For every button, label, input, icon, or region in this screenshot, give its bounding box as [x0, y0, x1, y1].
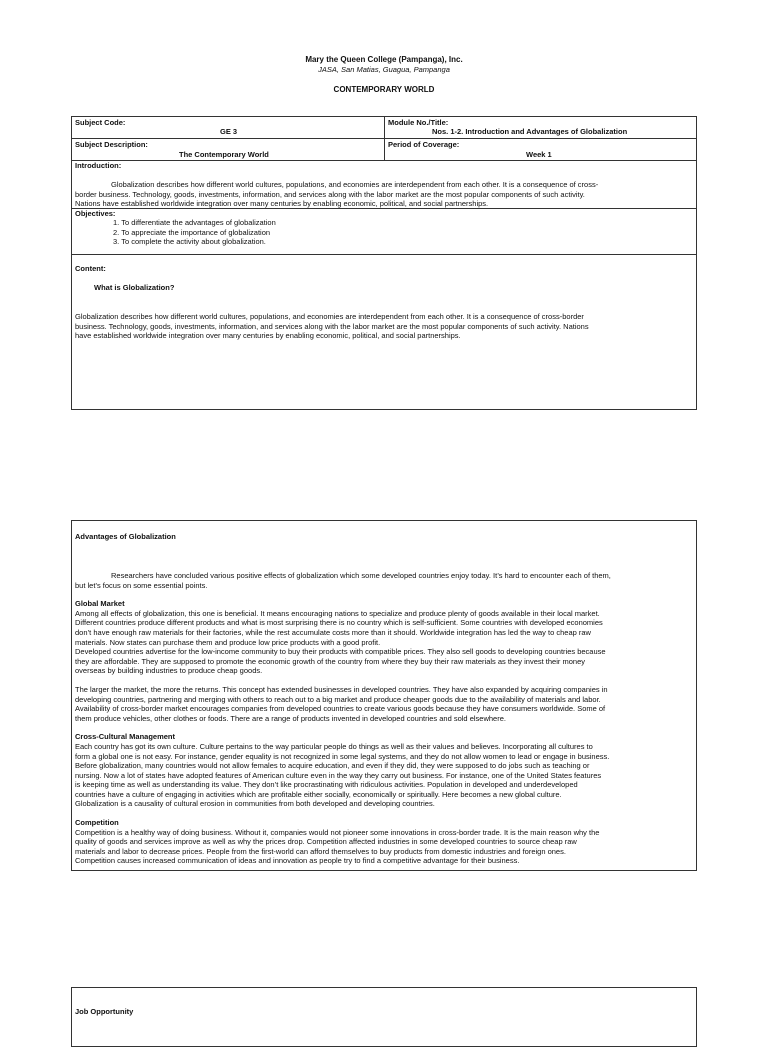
content-text: Globalization describes how different world cultures, populations, and economies are interdependent from each other. It is a consequence of cross-border business. Technology, goods, investments, information, and services along with the labor market are the most popular components of such activity. Nations have established worldwide integration over many centuries by enabling economic, political, and social partnerships. — [75, 312, 589, 341]
objective-item: 3. To complete the activity about globalization. — [113, 237, 266, 247]
course-title: CONTEMPORARY WORLD — [333, 85, 435, 94]
module-value: Nos. 1-2. Introduction and Advantages of Globalization — [432, 127, 628, 136]
cross-cultural-heading: Cross-Cultural Management — [75, 732, 176, 742]
content-question: What is Globalization? — [94, 283, 175, 292]
info-divider-2 — [71, 160, 697, 161]
period-label: Period of Coverage: — [388, 140, 460, 149]
school-name: Mary the Queen College (Pampanga), Inc. — [305, 55, 463, 64]
global-market-heading: Global Market — [75, 599, 125, 609]
subject-code-value: GE 3 — [220, 127, 238, 136]
objectives-divider — [71, 254, 697, 255]
introduction-text: Globalization describes how different world cultures, populations, and economies are interdependent from each other. It is a consequence of cross- border business. Technology, goods, investments, information, and services along with the labor market are the most popular components of such activity. Nations have established worldwide integration over many centuries by enabling economic, political, and social partnerships. — [75, 180, 599, 209]
job-opportunity-box — [71, 987, 697, 1047]
advantages-title: Advantages of Globalization — [75, 532, 176, 541]
subject-description-label: Subject Description: — [75, 140, 148, 149]
advantages-content: Researchers have concluded various positive effects of globalization which some developed countries enjoy today. It’s hard to encounter each of them, but let’s focus on some essential points. Global Market Among all effects of globalization, this one is beneficial. It means encouraging nations to specialize and produce plenty of goods available in their local market. Different countries produce different products and what is most surprising there is no country which is self-sufficient. Some countries with developed economies don’t have enough raw materials for their factories, while the rest accumulate costs more than it should. Worldwide integration has led the way to cheap raw materials. Now states can purchase them and produce low price products with a good profit. Developed countries advertise for the low-income community to buy their products with compatible prices. They also sell goods to developing countries because they are affordable. They are supposed to promote the economic growth of the country from where they buy their raw materials as they invest their money overseas by building industries to produce cheap goods. The larger the market, the more the returns. This concept has extended businesses in developed countries. They have also expanded by acquiring companies in developing countries, partnering and merging with others to reach out to a big market and produce cheaper goods due to the availability of materials and labor. Availability of cross-border market encourages companies from developed countries to create various goods because they have consumers worldwide. Some of them produce vehicles, other clothes or foods. There are a range of products invented in developed countries and sold elsewhere. Cross-Cultural Management Each country has got its own culture. Culture pertains to the way particular people do things as well as their values and believes. Incorporating all cultures to form a global one is not easy. For instance, gender equality is not recognized in some legal systems, and they do not allow women to lead or engage in business. Before globalization, many countries would not allow females to acquire education, and even if they did, they were supposed to do jobs such as teaching or nursing. Now a lot of states have adopted features of American culture even in the way they carry out business. For instance, one of the United States features is keeping time as well as understanding its value. They don’t like procrastinating with ridiculous activities. Population in developed and underdeveloped countries have a culture of engaging in activities which are profitable either socially, economically or spiritually. Here becomes a new global culture. Globalization is a causality of cultural erosion in communities from both developed and developing countries. Competition Competition is a healthy way of doing business. Without it, companies would not pioneer some innovations in cross-border trade. It is the main reason why the quality of goods and services improve as well as why the prices drop. Competition affected industries in some developed countries to source cheap raw materials and labor to decrease prices. People from the first-world can afford themselves to buy products from domestic industries and foreign ones. Competition causes increased communication of ideas and innovation as people try to find a competitive advantage for their business. — [75, 571, 695, 866]
objectives-list — [113, 218, 276, 247]
subject-description-value: The Contemporary World — [179, 150, 269, 159]
content-label: Content: — [75, 264, 106, 273]
job-opportunity-title: Job Opportunity — [75, 1007, 134, 1016]
competition-heading: Competition — [75, 818, 119, 828]
objectives-label: Objectives: — [75, 209, 116, 218]
period-value: Week 1 — [526, 150, 552, 159]
school-address: JASA, San Matias, Guagua, Pampanga — [318, 65, 450, 74]
info-divider-1 — [71, 138, 697, 139]
introduction-label: Introduction: — [75, 161, 122, 170]
objective-item: 1. To differentiate the advantages of globalization — [113, 218, 276, 227]
module-label: Module No./Title: — [388, 118, 449, 127]
subject-code-label: Subject Code: — [75, 118, 126, 127]
objective-item: 2. To appreciate the importance of globalization — [113, 227, 271, 237]
